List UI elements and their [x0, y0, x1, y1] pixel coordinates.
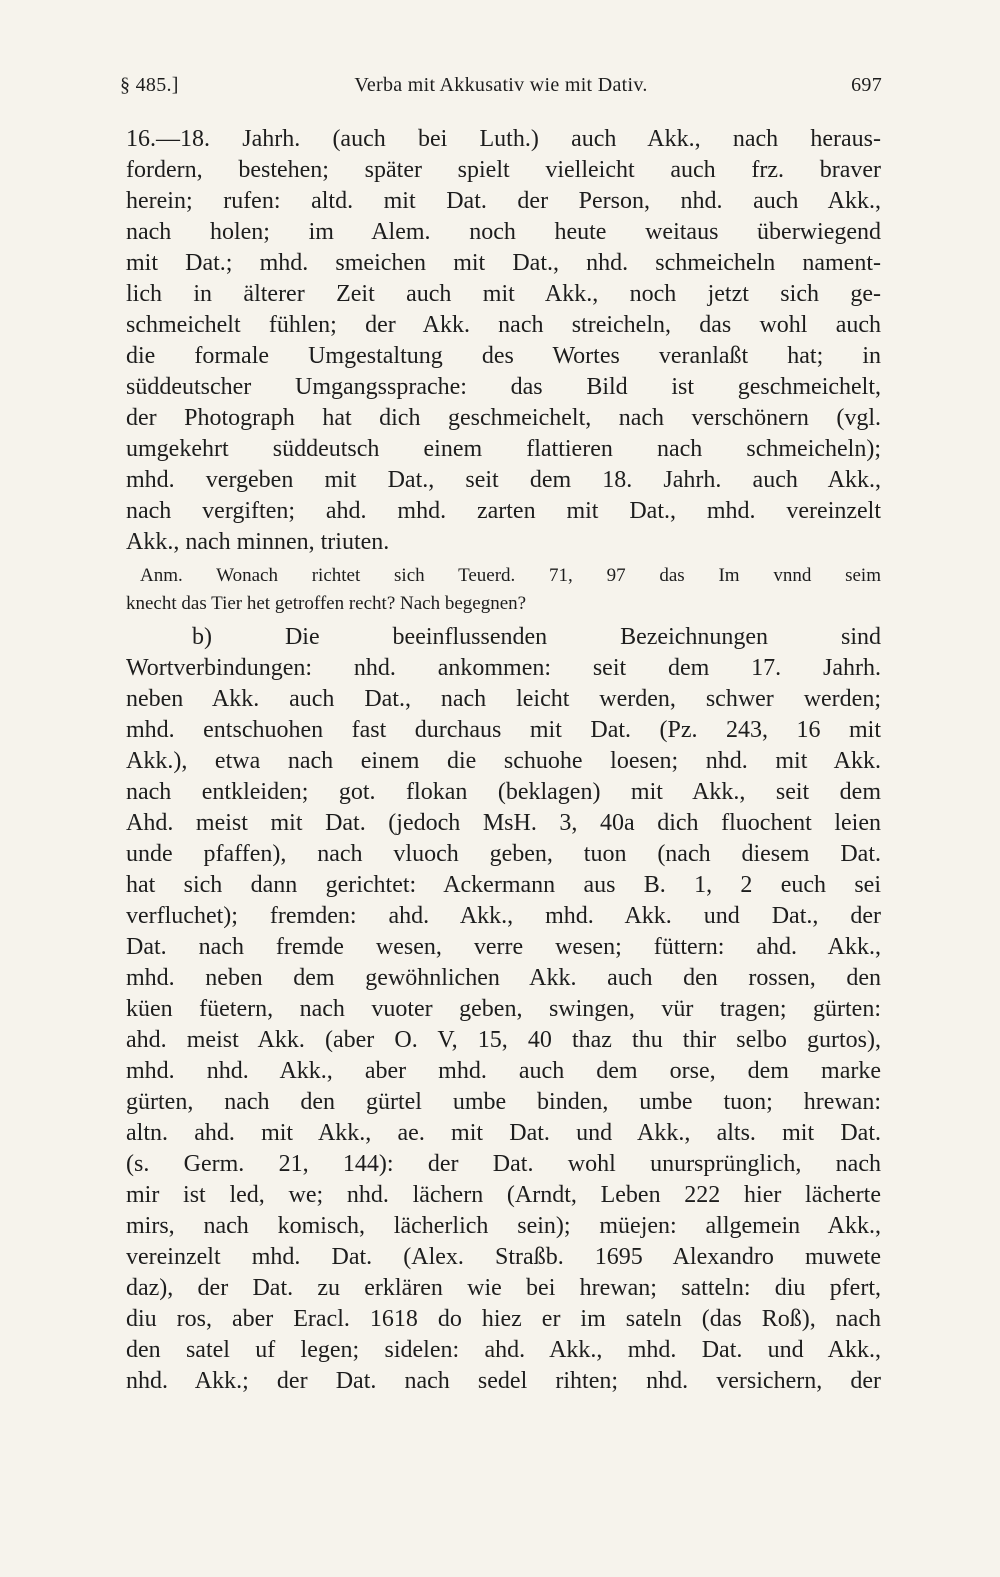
paragraph-b-line: nhd. Akk.; der Dat. nach sedel rihten; nhd. versichern, der — [126, 1368, 881, 1394]
text-line: süddeutscher Umgangssprache: das Bild ist geschmeichelt, — [126, 374, 881, 400]
paragraph-b-line: hat sich dann gerichtet: Ackermann aus B. 1, 2 euch sei — [126, 872, 881, 898]
text-line: nach vergiften; ahd. mhd. zarten mit Dat., mhd. vereinzelt — [126, 498, 881, 524]
text-line: der Photograph hat dich geschmeichelt, nach verschönern (vgl. — [126, 405, 881, 431]
text-line: mit Dat.; mhd. smeichen mit Dat., nhd. schmeicheln nament- — [126, 250, 881, 276]
paragraph-b-line: küen füetern, nach vuoter geben, swingen, vür tragen; gürten: — [126, 996, 881, 1022]
paragraph-b-line: b) Die beeinflussenden Bezeichnungen sind — [192, 624, 881, 650]
text-line: Akk., nach minnen, triuten. — [126, 529, 390, 555]
paragraph-b-line: verfluchet); fremden: ahd. Akk., mhd. Akk. und Dat., der — [126, 903, 881, 929]
annotation-line: Anm. Wonach richtet sich Teuerd. 71, 97 das Im vnnd seim — [140, 565, 881, 586]
text-line: lich in älterer Zeit auch mit Akk., noch jetzt sich ge- — [126, 281, 881, 307]
section-reference: § 485.] — [120, 74, 179, 96]
paragraph-b-line: mir ist led, we; nhd. lächern (Arndt, Leben 222 hier lächerte — [126, 1182, 881, 1208]
main-text — [126, 124, 881, 1397]
paragraph-b-line: Ahd. meist mit Dat. (jedoch MsH. 3, 40a dich fluochent leien — [126, 810, 881, 836]
paragraph-b-line: mirs, nach komisch, lächerlich sein); müejen: allgemein Akk., — [126, 1213, 881, 1239]
paragraph-b-line: Wortverbindungen: nhd. ankommen: seit dem 17. Jahrh. — [126, 655, 881, 681]
paragraph-b-line: mhd. entschuohen fast durchaus mit Dat. (Pz. 243, 16 mit — [126, 717, 881, 743]
running-title: Verba mit Akkusativ wie mit Dativ. — [354, 74, 648, 96]
paragraph-b-line: ahd. meist Akk. (aber O. V, 15, 40 thaz thu thir selbo gurtos), — [126, 1027, 881, 1053]
text-line: nach holen; im Alem. noch heute weitaus überwiegend — [126, 219, 881, 245]
paragraph-b-line: nach entkleiden; got. flokan (beklagen) mit Akk., seit dem — [126, 779, 881, 805]
text-line: 16.—18. Jahrh. (auch bei Luth.) auch Akk., nach heraus- — [126, 126, 881, 152]
text-line: fordern, bestehen; später spielt vielleicht auch frz. braver — [126, 157, 881, 183]
text-line: schmeichelt fühlen; der Akk. nach streicheln, das wohl auch — [126, 312, 881, 338]
paragraph-b-line: Akk.), etwa nach einem die schuohe loesen; nhd. mit Akk. — [126, 748, 881, 774]
text-line: umgekehrt süddeutsch einem flattieren nach schmeicheln); — [126, 436, 881, 462]
paragraph-b-line: den satel uf legen; sidelen: ahd. Akk., mhd. Dat. und Akk., — [126, 1337, 881, 1363]
running-header — [120, 74, 882, 104]
paragraph-b-line: unde pfaffen), nach vluoch geben, tuon (nach diesem Dat. — [126, 841, 881, 867]
paragraph-b-line: vereinzelt mhd. Dat. (Alex. Straßb. 1695 Alexandro muwete — [126, 1244, 881, 1270]
page-number: 697 — [851, 74, 882, 96]
paragraph-b-line: (s. Germ. 21, 144): der Dat. wohl unursprünglich, nach — [126, 1151, 881, 1177]
paragraph-b-line: mhd. neben dem gewöhnlichen Akk. auch den rossen, den — [126, 965, 881, 991]
paragraph-b-line: neben Akk. auch Dat., nach leicht werden, schwer werden; — [126, 686, 881, 712]
text-line: die formale Umgestaltung des Wortes veranlaßt hat; in — [126, 343, 881, 369]
annotation-line: knecht das Tier het getroffen recht? Nach begegnen? — [126, 593, 527, 614]
paragraph-b-line: diu ros, aber Eracl. 1618 do hiez er im sateln (das Roß), nach — [126, 1306, 881, 1332]
paragraph-b-line: Dat. nach fremde wesen, verre wesen; füttern: ahd. Akk., — [126, 934, 881, 960]
paragraph-b-line: mhd. nhd. Akk., aber mhd. auch dem orse, dem marke — [126, 1058, 881, 1084]
paragraph-b-line: gürten, nach den gürtel umbe binden, umbe tuon; hrewan: — [126, 1089, 881, 1115]
text-line: herein; rufen: altd. mit Dat. der Person, nhd. auch Akk., — [126, 188, 881, 214]
text-line: mhd. vergeben mit Dat., seit dem 18. Jahrh. auch Akk., — [126, 467, 881, 493]
paragraph-b-line: altn. ahd. mit Akk., ae. mit Dat. und Akk., alts. mit Dat. — [126, 1120, 881, 1146]
paragraph-b-line: daz), der Dat. zu erklären wie bei hrewan; satteln: diu pfert, — [126, 1275, 881, 1301]
